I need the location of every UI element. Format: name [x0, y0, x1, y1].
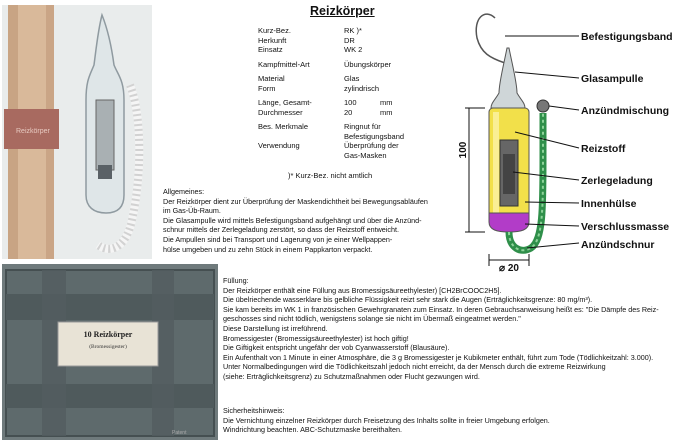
spec-key	[258, 151, 344, 161]
text-line: Sie kam bereits im WK 1 in französischen Gewehrgranaten zum Einsatz. In deren Gebrauchsanweisung heißt es: "Die Dämpfe des Reiz-	[223, 304, 659, 314]
text-line: Die Giftigkeit entspricht ungefähr der vob Cyanwasserstoff (Blausäure).	[223, 343, 450, 353]
spec-key: Durchmesser	[258, 107, 303, 117]
text-line: (siehe: Erträglichkeitsgrenz) zu Schutzmaßnahmen oder Flucht gezwungen wird.	[223, 371, 480, 381]
text-line: Die Ampullen sind bei Transport und Lagerung von je einer Wellpappen-	[163, 234, 393, 244]
spec-value: 100	[344, 98, 357, 107]
spec-unit: mm	[380, 107, 393, 117]
text-line: Der Reizkörper dient zur Überprüfung der Maskendichtheit bei Bewegungsabläufen	[163, 196, 428, 206]
photo-ampoule	[2, 5, 152, 259]
box-label-text: 10 Reizkörper	[83, 330, 133, 339]
box-corner-mark: Patent	[172, 430, 187, 436]
text-line: Ein Aufenthalt von 1 Minute in einer Atmosphäre, die 3 g Bromessigester je Kubikmeter enthält, führt zum Tode (Tödlichkeitzahl: 3.000).	[223, 352, 654, 362]
spec-key: Herkunft	[258, 35, 287, 45]
spec-value: Ringnut für	[344, 122, 381, 131]
spec-row	[258, 74, 450, 84]
section-sicherheitshinweis	[223, 406, 693, 435]
section-heading: Allgemeines:	[163, 187, 205, 196]
spec-row	[258, 98, 450, 108]
spec-value: RK )*	[344, 26, 362, 35]
spec-key: Kurz-Bez.	[258, 26, 291, 35]
page-title: Reizkörper	[310, 4, 375, 18]
label-innenhuelse: Innenhülse	[581, 198, 637, 210]
label-zerlegeladung: Zerlegeladung	[581, 175, 653, 187]
spec-value: Gas-Masken	[344, 150, 387, 160]
spec-value: Übungskörper	[344, 59, 392, 69]
text-line: Bromessigester (Bromessigsäureethylester) ist hoch giftig!	[223, 333, 409, 343]
photo-box	[2, 264, 218, 440]
spec-table	[258, 26, 450, 181]
width-dimension: ⌀ 20	[499, 263, 519, 273]
text-line: Windrichtung beachten. ABC-Schutzmaske bereithalten.	[223, 425, 402, 435]
label-reizstoff: Reizstoff	[581, 143, 626, 155]
spec-value: 20	[344, 107, 353, 117]
text-line: Die übelriechende wasserklare bis gelbliche Flüssigkeit reizt sehr stark die Augen (Erträglichkeitsgrenze: 80 mg/m³).	[223, 295, 593, 305]
spec-value: zylindrisch	[344, 83, 380, 93]
verschlussmasse	[489, 213, 529, 232]
section-heading: Füllung:	[223, 276, 249, 285]
spec-row	[258, 122, 450, 132]
befestigungsband-line	[476, 14, 505, 63]
spec-note: )* Kurz-Bez. nicht amtlich	[288, 171, 373, 180]
spec-row	[258, 60, 450, 70]
label-verschlussmasse: Verschlussmasse	[581, 221, 670, 233]
height-dimension: 100	[458, 141, 469, 159]
spec-row	[258, 26, 450, 36]
spec-row	[258, 45, 450, 55]
spec-row	[258, 141, 450, 151]
section-heading: Sicherheitshinweis:	[223, 406, 285, 415]
spec-row	[258, 151, 450, 161]
text-line: Die Vernichtung einzelner Reizkörper durch Freisetzung des Inhalts sollte in freier Umgebung erfolgen.	[223, 415, 550, 425]
spec-value: Glas	[344, 74, 360, 83]
spec-row	[258, 132, 450, 142]
spec-key: Einsatz	[258, 45, 283, 54]
ampoule-diagram	[455, 8, 700, 273]
spec-key: Länge, Gesamt-	[258, 98, 312, 107]
spec-value: WK 2	[344, 45, 363, 54]
section-fuellung	[223, 276, 698, 382]
text-line: schnur mittels der Zerlegeladung zerstört, so dass der Reizstoff entweicht.	[163, 225, 399, 235]
anzuendmischung	[537, 100, 549, 112]
spec-value: Befestigungsband	[344, 131, 405, 141]
label-glasampulle: Glasampulle	[581, 73, 644, 85]
spec-row	[258, 36, 450, 46]
label-anzuendschnur: Anzündschnur	[581, 239, 655, 251]
spec-value: Überprüfung der	[344, 141, 399, 150]
spec-row	[258, 108, 450, 118]
text-line: Diese Darstellung ist irreführend.	[223, 323, 328, 333]
box-label-sub: (Bromessigester)	[89, 344, 127, 350]
spec-key: Material	[258, 74, 285, 83]
spec-key: Form	[258, 83, 276, 93]
spec-row	[258, 84, 450, 94]
label-befestigungsband: Befestigungsband	[581, 31, 673, 43]
text-line: Unter Normalbedingungen wird die Tödlichkeitszahl jedoch nicht erreicht, da der Mensch durch die extreme Reizwirkung	[223, 362, 606, 372]
label-anzuendmischung: Anzündmischung	[581, 105, 670, 117]
text-line: Die Glasampulle wird mittels Befestigungsband aufgehängt und über die Anzünd-	[163, 215, 422, 225]
spec-unit: mm	[380, 98, 393, 107]
text-line: geschosses sind nicht tödlich, wenigstens solange sie nicht im Übermaß eingeatmet werden."	[223, 314, 521, 324]
section-allgemeines	[163, 187, 463, 254]
text-line: hülse umgeben und zu zehn Stück in einem Pappkarton verpackt.	[163, 244, 373, 254]
spec-key: Verwendung	[258, 141, 300, 150]
text-line: Der Reizkörper enthält eine Füllung aus Bromessigsäureethylester) [CH2BrCOOC2H5].	[223, 285, 502, 295]
spec-key	[258, 132, 344, 142]
spec-value: DR	[344, 35, 355, 45]
sleeve-label-text: Reizkörper	[16, 128, 50, 135]
text-line: im Gas-Üb-Raum.	[163, 206, 221, 216]
spec-key: Kampfmittel-Art	[258, 59, 310, 69]
spec-key: Bes. Merkmale	[258, 122, 309, 131]
